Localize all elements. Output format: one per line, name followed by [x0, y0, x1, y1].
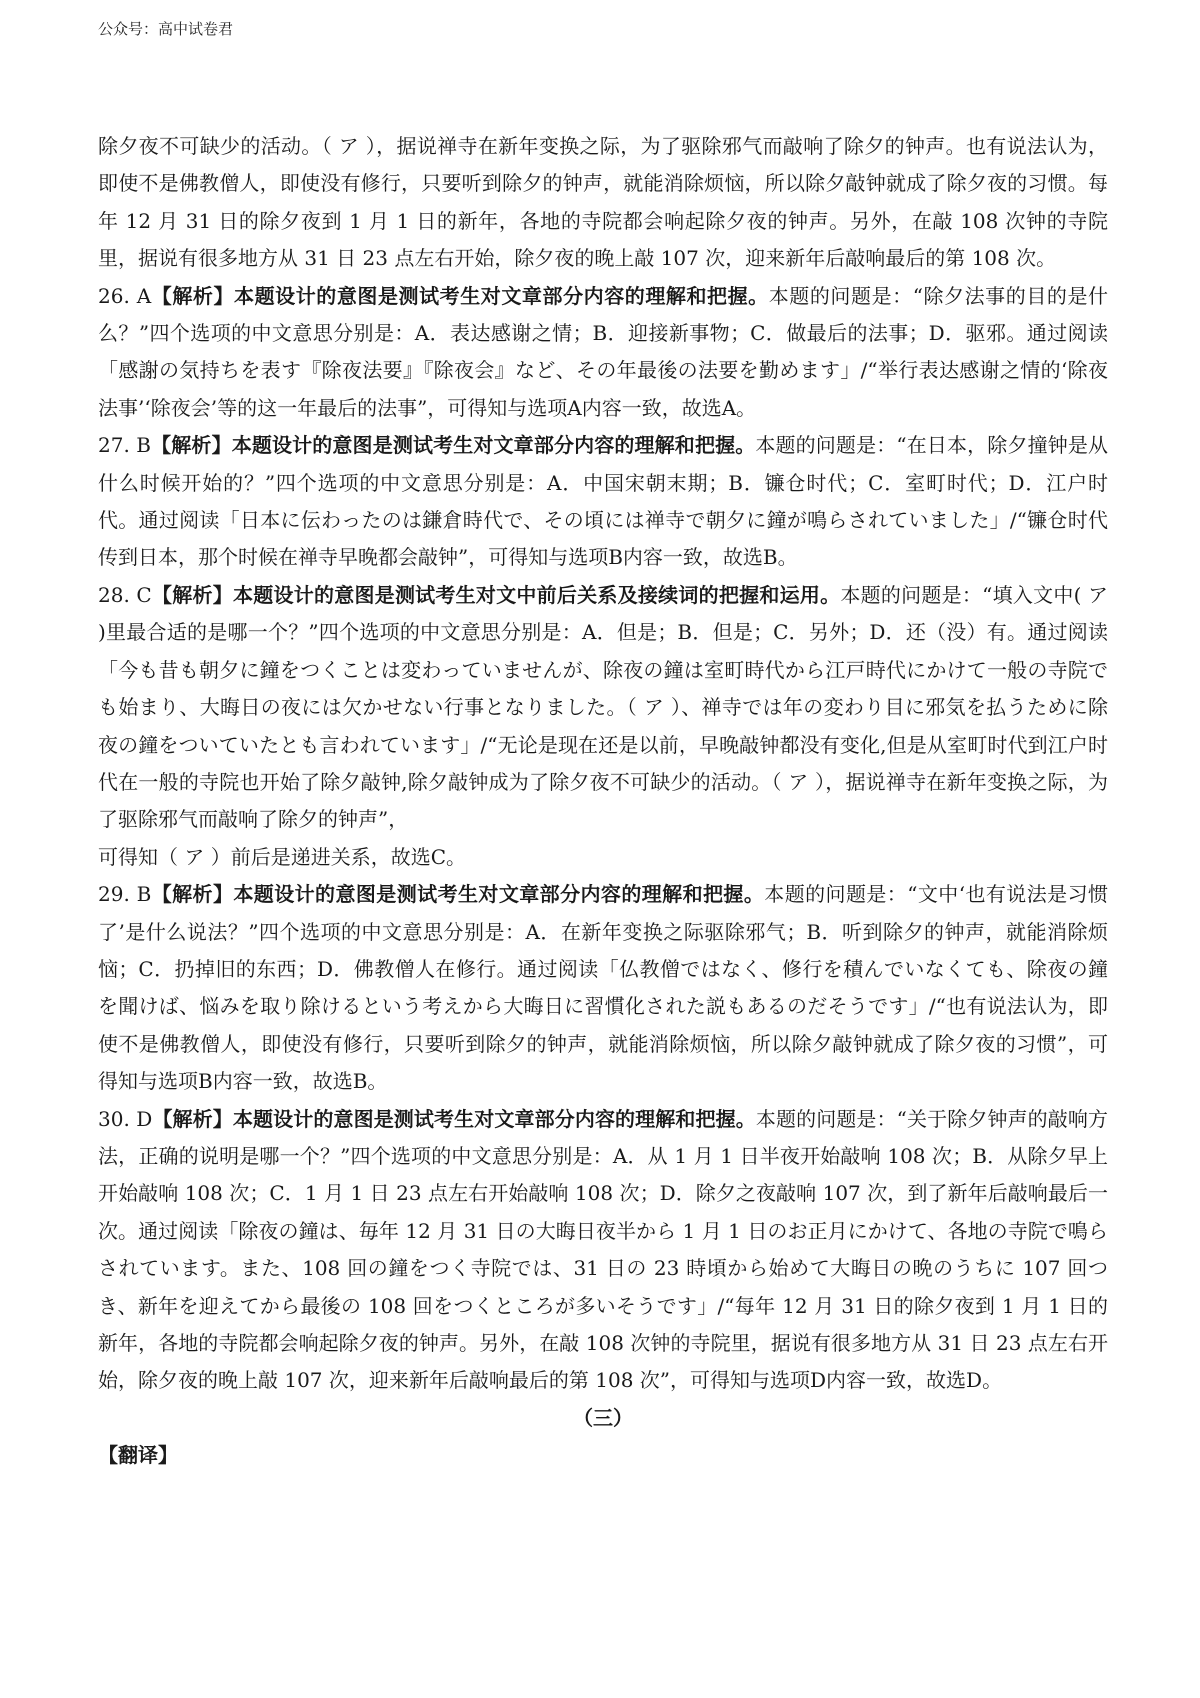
answer-30-body: 本题的问题是：“关于除夕钟声的敲响方法，正确的说明是哪一个？”四个选项的中文意思分别是：A．从 1 月 1 日半夜开始敲响 108 次；B．从除夕早上开始敲响 108 次；C．1 月 1 日 23 点左右开始敲响 108 次；D．除夕之夜敲响 107 次，到了新年后敲响最后一次。通过阅读「除夜の鐘は、毎年 12 月 31 日の大晦日夜半から 1 月 1 日のお正月にかけて、各地の寺院で鳴らされています。また、108 回の鐘をつく寺院では、31 日の 23 時頃から始めて大晦日の晩のうちに 107 回つき、新年を迎えてから最後の 108 回をつくところが多いそうです」/“每年 12 月 31 日的除夕夜到 1 月 1 日的新年，各地的寺院都会响起除夕夜的钟声。另外，在敲 108 次钟的寺院里，据说有很多地方从 31 日 23 点左右开始，除夕夜的晚上敲 107 次，迎来新年后敲响最后的第 108 次”，可得知与选项D内容一致，故选D。 [98, 1106, 1109, 1393]
answer-28-conclusion: 可得知（ ア ）前后是递进关系，故选C。 [98, 844, 467, 869]
answer-26-body: 本题的问题是：“除夕法事的目的是什么？”四个选项的中文意思分别是：A．表达感谢之情；B．迎接新事物；C．做最后的法事；D．驱邪。通过阅读「感謝の気持ちを表す『除夜法要』『除夜会』など、その年最後の法要を勤めます」/“举行表达感谢之情的‘除夜法事’‘除夜会’等的这一年最后的法事”，可得知与选项A内容一致，故选A。 [98, 283, 1109, 420]
header-watermark: 公众号：高中试卷君 [98, 20, 234, 38]
answer-29-body: 本题的问题是：“文中‘也有说法是习惯了’是什么说法？”四个选项的中文意思分别是：A．在新年变换之际驱除邪气；B．听到除夕的钟声，就能消除烦恼；C．扔掉旧的东西；D．佛教僧人在修行。通过阅读「仏教僧ではなく、修行を積んでいなくても、除夜の鐘を聞けば、悩みを取り除けるという考えから大晦日に習慣化された説もあるのだそうです」/“也有说法认为，即使不是佛教僧人，即使没有修行，只要听到除夕的钟声，就能消除烦恼，所以除夕敲钟就成了除夕夜的习惯”，可得知与选项B内容一致，故选B。 [98, 882, 1108, 1094]
intro-paragraph: 除夕夜不可缺少的活动。（ ア ），据说禅寺在新年变换之际，为了驱除邪气而敲响了除夕的钟声。也有说法认为，即使不是佛教僧人，即使没有修行，只要听到除夕的钟声，就能消除烦恼，所以除夕敲钟就成了除夕夜的习惯。每年 12 月 31 日的除夕夜到 1 月 1 日的新年，各地的寺院都会响起除夕夜的钟声。另外，在敲 108 次钟的寺院里，据说有很多地方从 31 日 23 点左右开始，除夕夜的晚上敲 107 次，迎来新年后敲响最后的第 108 次。 [98, 134, 1108, 271]
answer-27-analysis-label: 【解析】本题设计的意图是测试考生对文章部分内容的理解和把握。 [151, 433, 756, 458]
answer-26-analysis-label: 【解析】本题设计的意图是测试考生对文章部分内容的理解和把握。 [151, 283, 769, 308]
answer-28-analysis-label: 【解析】本题设计的意图是测试考生对文中前后关系及接续词的把握和运用。 [151, 582, 841, 607]
answer-26-prefix: 26. A [98, 283, 152, 308]
document-body [98, 128, 1108, 1475]
answer-30 [98, 1101, 1108, 1400]
answer-29 [98, 876, 1108, 1100]
translation-heading: 【翻译】 [98, 1443, 178, 1468]
answer-27-prefix: 27. B [98, 433, 152, 458]
answer-30-analysis-label: 【解析】本题设计的意图是测试考生对文章部分内容的理解和把握。 [152, 1106, 756, 1131]
answer-28 [98, 577, 1108, 839]
answer-30-prefix: 30. D [98, 1106, 153, 1131]
section-title: （三） [573, 1405, 633, 1430]
answer-27-body: 本题的问题是：“在日本，除夕撞钟是从什么时候开始的？”四个选项的中文意思分别是：A．中国宋朝末期；B．镰仓时代；C．室町时代；D．江户时代。通过阅读「日本に伝わったのは鎌倉時代で、その頃には禅寺で朝夕に鐘が鳴らされていました」/“镰仓时代传到日本，那个时候在禅寺早晚都会敲钟”，可得知与选项B内容一致，故选B。 [98, 433, 1108, 570]
answer-28-prefix: 28. C [98, 582, 152, 607]
answer-29-analysis-label: 【解析】本题设计的意图是测试考生对文章部分内容的理解和把握。 [151, 882, 765, 907]
answer-28-body: 本题的问题是：“填入文中( ア )里最合适的是哪一个？”四个选项的中文意思分别是：A．但是；B．但是；C．另外；D．还（没）有。通过阅读「今も昔も朝夕に鐘をつくことは変わっていませんが、除夜の鐘は室町時代から江戸時代にかけて一般の寺院でも始まり、大晦日の夜には欠かせない行事となりました。（ ア ）、禅寺では年の変わり目に邪気を払うために除夜の鐘をついていたとも言われています」/“无论是现在还是以前，早晚敲钟都没有变化,但是从室町时代到江户时代在一般的寺院也开始了除夕敲钟,除夕敲钟成为了除夕夜不可缺少的活动。（ ア ），据说禅寺在新年变换之际，为了驱除邪气而敲响了除夕的钟声”， [98, 582, 1108, 832]
answer-26 [98, 278, 1108, 428]
answer-27 [98, 427, 1108, 577]
answer-29-prefix: 29. B [98, 882, 152, 907]
